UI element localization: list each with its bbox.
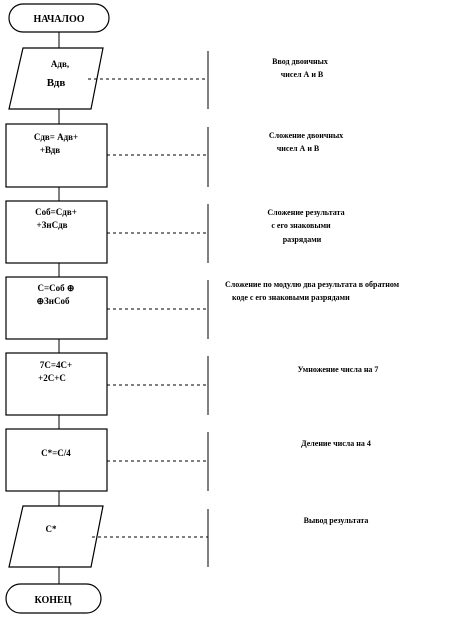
process-block-signs [6,201,345,263]
comment-line: Сложение по модулю два результата в обратном [225,280,400,289]
process-line-2: +2C+C [38,373,66,383]
process-line-1: 7C=4C+ [39,360,73,370]
process-block-divide [6,429,371,491]
process-line-2: +ЗнCдв [36,220,68,230]
comment-line: Ввод двоичных [272,57,328,66]
comment-line: Умножение числа на 7 [297,365,379,374]
input-line-2: Вдв [46,77,66,89]
process-line-1: C=Cоб ⊕ [37,283,75,293]
start-terminator [9,4,109,32]
input-block [9,48,328,109]
process-line-2: ⊕ЗнCоб [36,296,70,306]
comment-line: Деление числа на 4 [301,439,371,448]
output-line-1: C* [45,524,57,534]
end-label: КОНЕЦ [34,595,72,606]
process-line-1: C*=C/4 [41,448,71,458]
comment-line: чисел А и В [276,144,320,153]
input-line-1: Адв, [50,59,70,69]
comment-line: Сложение двоичных [268,131,344,140]
process-line-1: Cоб=Cдв+ [35,207,77,217]
start-label: НАЧАЛОО [33,14,85,25]
process-block-add [6,124,343,187]
process-block-xor [6,277,400,339]
process-block-multiply [6,353,378,415]
comment-line: Вывод результата [303,516,369,525]
comment-line: с его знаковыми [271,221,331,230]
process-line-1: Cдв= Адв+ [33,132,79,142]
comment-line: разрядами [282,235,322,244]
comment-line: коде с его знаковыми разрядами [232,293,350,302]
end-terminator [6,584,101,613]
comment-line: Сложение результата [267,208,345,217]
process-line-2: +Вдв [39,145,61,155]
output-block [9,506,368,567]
comment-line: чисел А и В [280,70,324,79]
